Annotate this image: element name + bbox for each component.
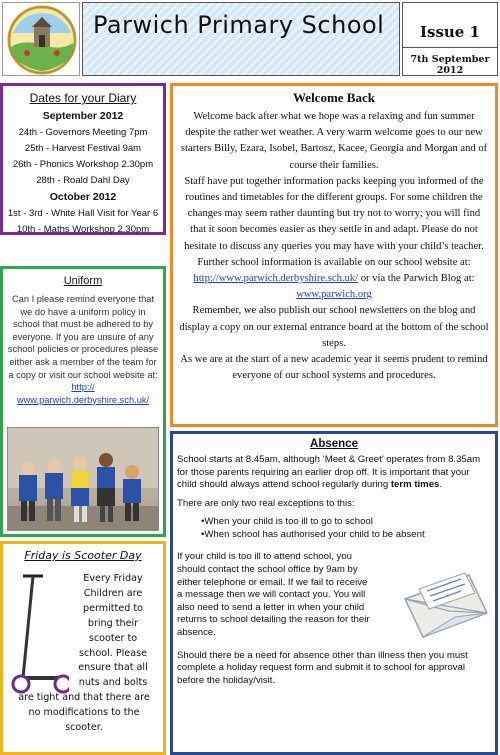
parwich-blog-link[interactable]: www.parwich.org <box>296 289 372 301</box>
absence-paragraph: Should there be a need for absence other than illness then you must complete a holiday request form and submit it to school for approval before the holiday/visit. <box>177 649 468 686</box>
issue-date: 7th September 2012 <box>410 54 490 76</box>
scooter-line: are tight and that there are <box>18 692 150 704</box>
scooter-line: Children are <box>83 587 143 599</box>
diary-event: 24th - Governors Meeting 7pm <box>18 127 148 138</box>
scooter-line: permitted to <box>83 602 143 614</box>
welcome-paragraph: Welcome back after what we hope was a relaxing and fun summer despite the rather wet weather. A very warm welcome goes to our new starters Billy, Ezara, Isobel, Bartosz, Kacee, Georgia and Morgan and of course their families. <box>180 111 488 171</box>
absence-paragraph: There are only two real exceptions to this: <box>177 497 355 509</box>
absence-box <box>170 431 498 755</box>
welcome-paragraph: Remember, we also publish our school newsletters on the blog and display a copy on our external entrance board at the bottom of the school steps. <box>179 305 489 349</box>
diary-box <box>0 83 166 235</box>
absence-bullet: •When school has authorised your child to be absent <box>201 529 425 541</box>
school-website-link[interactable]: www.parwich.derbyshire.sch.uk/ <box>16 394 150 405</box>
diary-event: 10th - Maths Workshop 2.30pm <box>16 224 150 235</box>
school-website-link[interactable]: http://www.parwich.derbyshire.sch.uk/ <box>193 273 359 285</box>
absence-emphasis: term times <box>390 479 440 491</box>
scooter-title: Friday is Scooter Day <box>24 549 142 562</box>
scooter-line: no modifications to the <box>28 707 140 719</box>
diary-month: September 2012 <box>42 110 124 122</box>
scooter-line: nuts and bolts <box>78 677 148 689</box>
welcome-title: Welcome Back <box>293 90 375 105</box>
school-name: Parwich Primary School <box>93 11 385 39</box>
title-banner <box>82 2 400 76</box>
welcome-paragraph: As we are at the start of a new academic year it seems prudent to remind everyone of our school systems and procedures. <box>180 354 488 382</box>
uniform-photo <box>7 427 159 531</box>
letter-icon <box>399 569 493 639</box>
welcome-paragraph: Staff have put together information packs keeping you informed of the routines and timetables for the different groups. For some children the changes may seem rather daunting but try not to worry; you will find that it soon becomes easier as they settle in and adapt. Please do not hesitate to discuss any queries you may have with your child’s teacher. <box>184 175 484 252</box>
welcome-website-paragraph <box>173 255 495 304</box>
scooter-box <box>0 541 166 755</box>
scooter-line: Every Friday <box>83 573 143 584</box>
welcome-website-text: Further school information is available on our school website at: <box>197 256 471 268</box>
school-website-link[interactable]: http:// <box>71 382 95 393</box>
issue-divider <box>403 47 497 48</box>
uniform-text: Can I please remind everyone that we do have a uniform policy in school that must be adhered to by everyone. If you are unsure of any school policies or procedures please either ask a member of the team for a copy or visit our school website at: <box>7 294 159 380</box>
scooter-line: scooter. <box>65 722 103 734</box>
diary-title: Dates for your Diary <box>29 91 137 105</box>
absence-text: School starts at 8.45am, although ‘Meet & Greet’ operates from 8.35am for those parents requiring an earlier drop off. It is important that your child should always attend school regularly during <box>177 454 481 491</box>
absence-bullet: •When your child is too ill to go to school <box>201 516 373 528</box>
absence-paragraph: If your child is too ill to attend school, you should contact the school office by 9am by either telephone or email. If we fail to receive a message then we will contact you. You will also need to send a letter in when your child returns to school detailing the reason for their absence. <box>177 551 370 638</box>
issue-number: Issue 1 <box>419 23 480 41</box>
absence-text: . <box>439 479 443 491</box>
scooter-line: scooter to <box>88 632 138 644</box>
absence-title: Absence <box>310 438 358 450</box>
diary-event: 26th - Phonics Workshop 2.30pm <box>12 159 154 170</box>
newsletter-header <box>0 0 500 78</box>
diary-event: 28th - Roald Dahl Day <box>36 175 130 186</box>
uniform-box <box>0 266 166 537</box>
scooter-line: school. Please <box>79 647 147 659</box>
scooter-line: ensure that all <box>78 662 148 674</box>
welcome-box <box>170 83 498 427</box>
issue-box <box>402 2 498 76</box>
school-logo <box>2 2 80 76</box>
diary-event: 25th - Harvest Festival 9am <box>24 143 142 154</box>
diary-event: 1st - 3rd - White Hall Visit for Year 6 <box>7 208 159 219</box>
diary-month: October 2012 <box>49 191 117 203</box>
uniform-title: Uniform <box>63 275 103 287</box>
scooter-line: bring their <box>87 617 139 629</box>
welcome-website-text: or via the Parwich Blog at: <box>358 273 475 285</box>
scooter-text <box>5 572 163 736</box>
absence-paragraph <box>173 454 495 492</box>
